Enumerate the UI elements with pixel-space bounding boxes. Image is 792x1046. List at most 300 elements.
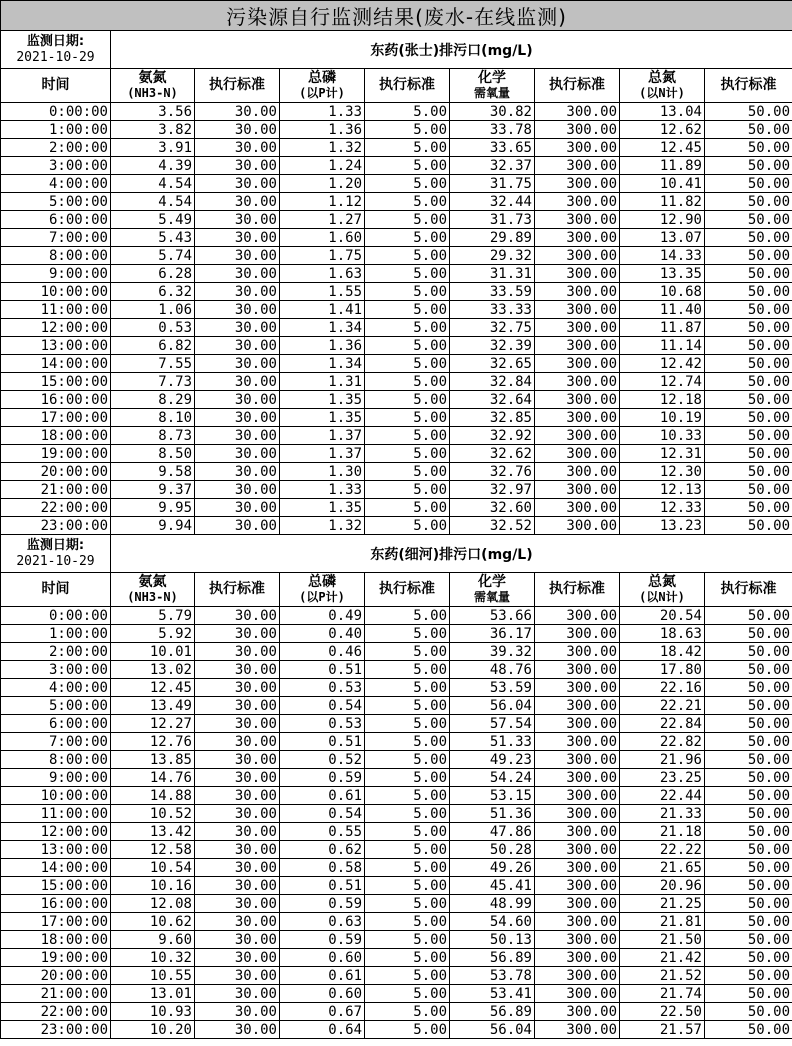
- value-cell: 10.41: [620, 175, 705, 193]
- value-cell: 50.00: [705, 805, 792, 823]
- time-cell: 9:00:00: [1, 265, 111, 283]
- value-cell: 5.00: [365, 355, 450, 373]
- value-cell: 51.36: [450, 805, 535, 823]
- value-cell: 12.45: [111, 679, 195, 697]
- value-cell: 300.00: [535, 103, 620, 121]
- value-cell: 1.36: [280, 121, 365, 139]
- column-header-line2: (NH3-N): [127, 589, 178, 604]
- value-cell: 50.00: [705, 391, 792, 409]
- value-cell: 1.27: [280, 211, 365, 229]
- value-cell: 11.14: [620, 337, 705, 355]
- value-cell: 30.00: [195, 931, 280, 949]
- table-row: [1, 247, 792, 265]
- value-cell: 300.00: [535, 733, 620, 751]
- value-cell: 5.43: [111, 229, 195, 247]
- value-cell: 30.00: [195, 499, 280, 517]
- value-cell: 30.00: [195, 733, 280, 751]
- time-cell: 15:00:00: [1, 877, 111, 895]
- value-cell: 0.55: [280, 823, 365, 841]
- value-cell: 3.82: [111, 121, 195, 139]
- column-header-line2: 需氧量: [473, 85, 510, 100]
- value-cell: 1.35: [280, 391, 365, 409]
- value-cell: 1.32: [280, 517, 365, 535]
- time-cell: 18:00:00: [1, 931, 111, 949]
- value-cell: 32.52: [450, 517, 535, 535]
- value-cell: 53.78: [450, 967, 535, 985]
- value-cell: 5.00: [365, 985, 450, 1003]
- column-header-line1: 执行标准: [209, 77, 265, 93]
- value-cell: 6.28: [111, 265, 195, 283]
- value-cell: 300.00: [535, 679, 620, 697]
- value-cell: 0.63: [280, 913, 365, 931]
- value-cell: 39.32: [450, 643, 535, 661]
- column-header-line1: 氨氮: [138, 69, 167, 86]
- column-header-line1: 时间: [41, 581, 70, 597]
- table-row: [1, 1003, 792, 1021]
- value-cell: 1.63: [280, 265, 365, 283]
- table-row: [1, 715, 792, 733]
- value-cell: 13.49: [111, 697, 195, 715]
- value-cell: 9.94: [111, 517, 195, 535]
- column-header-line1: 执行标准: [720, 581, 777, 597]
- value-cell: 32.85: [450, 409, 535, 427]
- time-cell: 12:00:00: [1, 319, 111, 337]
- value-cell: 18.42: [620, 643, 705, 661]
- value-cell: 5.00: [365, 967, 450, 985]
- value-cell: 22.50: [620, 1003, 705, 1021]
- time-cell: 16:00:00: [1, 391, 111, 409]
- value-cell: 50.00: [705, 157, 792, 175]
- value-cell: 13.35: [620, 265, 705, 283]
- value-cell: 32.44: [450, 193, 535, 211]
- value-cell: 50.00: [705, 301, 792, 319]
- value-cell: 1.33: [280, 481, 365, 499]
- value-cell: 21.18: [620, 823, 705, 841]
- value-cell: 32.64: [450, 391, 535, 409]
- value-cell: 48.99: [450, 895, 535, 913]
- value-cell: 300.00: [535, 967, 620, 985]
- value-cell: 30.00: [195, 985, 280, 1003]
- value-cell: 5.00: [365, 661, 450, 679]
- value-cell: 50.00: [705, 751, 792, 769]
- time-cell: 15:00:00: [1, 373, 111, 391]
- value-cell: 56.04: [450, 1021, 535, 1039]
- value-cell: 53.59: [450, 679, 535, 697]
- value-cell: 22.44: [620, 787, 705, 805]
- value-cell: 300.00: [535, 841, 620, 859]
- value-cell: 0.60: [280, 949, 365, 967]
- time-cell: 11:00:00: [1, 805, 111, 823]
- value-cell: 5.00: [365, 607, 450, 625]
- value-cell: 30.00: [195, 139, 280, 157]
- table-row: [1, 517, 792, 535]
- value-cell: 300.00: [535, 499, 620, 517]
- column-header: [705, 573, 792, 607]
- value-cell: 7.55: [111, 355, 195, 373]
- table-row: [1, 967, 792, 985]
- value-cell: 30.00: [195, 355, 280, 373]
- time-cell: 7:00:00: [1, 733, 111, 751]
- value-cell: 1.35: [280, 499, 365, 517]
- value-cell: 21.25: [620, 895, 705, 913]
- value-cell: 300.00: [535, 265, 620, 283]
- value-cell: 300.00: [535, 355, 620, 373]
- value-cell: 5.00: [365, 697, 450, 715]
- value-cell: 11.89: [620, 157, 705, 175]
- value-cell: 30.00: [195, 103, 280, 121]
- value-cell: 53.15: [450, 787, 535, 805]
- value-cell: 1.24: [280, 157, 365, 175]
- value-cell: 47.86: [450, 823, 535, 841]
- column-header: [535, 573, 620, 607]
- value-cell: 11.40: [620, 301, 705, 319]
- table-row: [1, 1021, 792, 1039]
- table-row: [1, 751, 792, 769]
- time-cell: 10:00:00: [1, 787, 111, 805]
- value-cell: 300.00: [535, 895, 620, 913]
- time-cell: 17:00:00: [1, 409, 111, 427]
- value-cell: 50.00: [705, 373, 792, 391]
- time-cell: 4:00:00: [1, 175, 111, 193]
- value-cell: 5.00: [365, 733, 450, 751]
- value-cell: 30.00: [195, 481, 280, 499]
- value-cell: 13.23: [620, 517, 705, 535]
- table-row: [1, 625, 792, 643]
- time-cell: 20:00:00: [1, 463, 111, 481]
- value-cell: 22.84: [620, 715, 705, 733]
- value-cell: 1.20: [280, 175, 365, 193]
- value-cell: 0.60: [280, 985, 365, 1003]
- value-cell: 50.00: [705, 733, 792, 751]
- column-header: [1, 69, 111, 103]
- value-cell: 50.00: [705, 643, 792, 661]
- value-cell: 50.00: [705, 103, 792, 121]
- value-cell: 9.95: [111, 499, 195, 517]
- value-cell: 300.00: [535, 805, 620, 823]
- value-cell: 1.37: [280, 445, 365, 463]
- column-header-line2: (以P计): [299, 85, 345, 100]
- monitoring-date-label: 监测日期:: [26, 33, 85, 49]
- value-cell: 50.00: [705, 319, 792, 337]
- value-cell: 50.00: [705, 625, 792, 643]
- value-cell: 11.87: [620, 319, 705, 337]
- column-header: [450, 69, 535, 103]
- value-cell: 30.00: [195, 193, 280, 211]
- value-cell: 50.00: [705, 769, 792, 787]
- table-row: [1, 373, 792, 391]
- value-cell: 5.00: [365, 805, 450, 823]
- value-cell: 50.00: [705, 337, 792, 355]
- value-cell: 53.66: [450, 607, 535, 625]
- value-cell: 300.00: [535, 769, 620, 787]
- value-cell: 1.35: [280, 409, 365, 427]
- value-cell: 50.00: [705, 949, 792, 967]
- time-cell: 16:00:00: [1, 895, 111, 913]
- value-cell: 300.00: [535, 211, 620, 229]
- value-cell: 5.00: [365, 175, 450, 193]
- table-row: [1, 931, 792, 949]
- table-row: [1, 913, 792, 931]
- value-cell: 5.00: [365, 679, 450, 697]
- value-cell: 0.62: [280, 841, 365, 859]
- value-cell: 9.58: [111, 463, 195, 481]
- table-row: [1, 337, 792, 355]
- value-cell: 51.33: [450, 733, 535, 751]
- value-cell: 0.58: [280, 859, 365, 877]
- time-cell: 2:00:00: [1, 139, 111, 157]
- value-cell: 22.21: [620, 697, 705, 715]
- value-cell: 300.00: [535, 121, 620, 139]
- value-cell: 5.00: [365, 1021, 450, 1039]
- value-cell: 22.82: [620, 733, 705, 751]
- value-cell: 4.54: [111, 175, 195, 193]
- value-cell: 300.00: [535, 517, 620, 535]
- value-cell: 32.62: [450, 445, 535, 463]
- value-cell: 300.00: [535, 625, 620, 643]
- value-cell: 12.30: [620, 463, 705, 481]
- table-row: [1, 949, 792, 967]
- column-header: [195, 573, 280, 607]
- value-cell: 300.00: [535, 859, 620, 877]
- time-cell: 21:00:00: [1, 481, 111, 499]
- value-cell: 32.92: [450, 427, 535, 445]
- table-row: [1, 265, 792, 283]
- column-header: [450, 573, 535, 607]
- table-row: [1, 895, 792, 913]
- time-cell: 0:00:00: [1, 607, 111, 625]
- table-row: [1, 733, 792, 751]
- value-cell: 17.80: [620, 661, 705, 679]
- value-cell: 30.00: [195, 463, 280, 481]
- table-row: [1, 301, 792, 319]
- value-cell: 30.00: [195, 517, 280, 535]
- value-cell: 12.76: [111, 733, 195, 751]
- value-cell: 30.00: [195, 1021, 280, 1039]
- value-cell: 32.84: [450, 373, 535, 391]
- value-cell: 0.53: [111, 319, 195, 337]
- value-cell: 300.00: [535, 1003, 620, 1021]
- column-header: [620, 69, 705, 103]
- value-cell: 5.00: [365, 499, 450, 517]
- value-cell: 0.61: [280, 787, 365, 805]
- value-cell: 5.00: [365, 445, 450, 463]
- table-row: [1, 697, 792, 715]
- value-cell: 32.60: [450, 499, 535, 517]
- value-cell: 21.96: [620, 751, 705, 769]
- value-cell: 12.45: [620, 139, 705, 157]
- value-cell: 5.00: [365, 103, 450, 121]
- value-cell: 0.52: [280, 751, 365, 769]
- value-cell: 54.60: [450, 913, 535, 931]
- table-row: [1, 211, 792, 229]
- value-cell: 5.00: [365, 319, 450, 337]
- value-cell: 50.00: [705, 859, 792, 877]
- value-cell: 30.00: [195, 301, 280, 319]
- value-cell: 6.32: [111, 283, 195, 301]
- value-cell: 50.00: [705, 697, 792, 715]
- value-cell: 5.00: [365, 229, 450, 247]
- value-cell: 0.59: [280, 895, 365, 913]
- column-header-line1: 执行标准: [549, 77, 605, 93]
- column-header-line1: 执行标准: [720, 77, 777, 93]
- time-cell: 10:00:00: [1, 283, 111, 301]
- value-cell: 50.00: [705, 139, 792, 157]
- time-cell: 3:00:00: [1, 157, 111, 175]
- value-cell: 300.00: [535, 877, 620, 895]
- value-cell: 0.51: [280, 877, 365, 895]
- value-cell: 21.57: [620, 1021, 705, 1039]
- column-header-line1: 执行标准: [209, 581, 265, 597]
- value-cell: 5.74: [111, 247, 195, 265]
- value-cell: 4.39: [111, 157, 195, 175]
- value-cell: 50.00: [705, 193, 792, 211]
- table-row: [1, 679, 792, 697]
- value-cell: 1.75: [280, 247, 365, 265]
- table-row: [1, 175, 792, 193]
- column-header-line2: (以P计): [299, 589, 345, 604]
- table-row: [1, 139, 792, 157]
- value-cell: 18.63: [620, 625, 705, 643]
- value-cell: 10.33: [620, 427, 705, 445]
- value-cell: 10.68: [620, 283, 705, 301]
- value-cell: 10.32: [111, 949, 195, 967]
- column-header-line2: (NH3-N): [127, 85, 178, 100]
- value-cell: 32.65: [450, 355, 535, 373]
- table-row: [1, 445, 792, 463]
- value-cell: 1.55: [280, 283, 365, 301]
- value-cell: 5.49: [111, 211, 195, 229]
- value-cell: 32.37: [450, 157, 535, 175]
- value-cell: 56.89: [450, 949, 535, 967]
- value-cell: 33.78: [450, 121, 535, 139]
- table-row: [1, 859, 792, 877]
- value-cell: 30.00: [195, 751, 280, 769]
- column-header: [1, 573, 111, 607]
- value-cell: 56.04: [450, 697, 535, 715]
- monitoring-date: [1, 535, 111, 573]
- value-cell: 5.00: [365, 859, 450, 877]
- value-cell: 8.10: [111, 409, 195, 427]
- table-row: [1, 121, 792, 139]
- value-cell: 10.93: [111, 1003, 195, 1021]
- column-header-line1: 化学: [478, 69, 506, 86]
- section-header-row: [1, 535, 792, 573]
- time-cell: 19:00:00: [1, 445, 111, 463]
- value-cell: 12.31: [620, 445, 705, 463]
- value-cell: 30.00: [195, 661, 280, 679]
- value-cell: 5.00: [365, 337, 450, 355]
- value-cell: 300.00: [535, 697, 620, 715]
- table-row: [1, 769, 792, 787]
- value-cell: 300.00: [535, 247, 620, 265]
- value-cell: 23.25: [620, 769, 705, 787]
- value-cell: 300.00: [535, 229, 620, 247]
- value-cell: 300.00: [535, 715, 620, 733]
- value-cell: 300.00: [535, 463, 620, 481]
- time-cell: 23:00:00: [1, 1021, 111, 1039]
- value-cell: 30.00: [195, 769, 280, 787]
- table-row: [1, 391, 792, 409]
- value-cell: 300.00: [535, 391, 620, 409]
- value-cell: 50.00: [705, 985, 792, 1003]
- time-cell: 0:00:00: [1, 103, 111, 121]
- column-header: [535, 69, 620, 103]
- value-cell: 12.74: [620, 373, 705, 391]
- value-cell: 21.50: [620, 931, 705, 949]
- value-cell: 14.76: [111, 769, 195, 787]
- value-cell: 5.00: [365, 751, 450, 769]
- value-cell: 1.12: [280, 193, 365, 211]
- time-cell: 1:00:00: [1, 625, 111, 643]
- time-cell: 18:00:00: [1, 427, 111, 445]
- value-cell: 30.00: [195, 787, 280, 805]
- value-cell: 13.42: [111, 823, 195, 841]
- value-cell: 5.00: [365, 283, 450, 301]
- value-cell: 4.54: [111, 193, 195, 211]
- value-cell: 30.00: [195, 211, 280, 229]
- value-cell: 20.96: [620, 877, 705, 895]
- value-cell: 300.00: [535, 409, 620, 427]
- table-row: [1, 463, 792, 481]
- value-cell: 5.00: [365, 787, 450, 805]
- table-row: [1, 409, 792, 427]
- value-cell: 5.00: [365, 409, 450, 427]
- value-cell: 10.16: [111, 877, 195, 895]
- table-row: [1, 787, 792, 805]
- value-cell: 300.00: [535, 643, 620, 661]
- value-cell: 5.00: [365, 931, 450, 949]
- value-cell: 13.01: [111, 985, 195, 1003]
- value-cell: 300.00: [535, 175, 620, 193]
- value-cell: 10.55: [111, 967, 195, 985]
- value-cell: 11.82: [620, 193, 705, 211]
- value-cell: 30.00: [195, 679, 280, 697]
- value-cell: 50.00: [705, 499, 792, 517]
- value-cell: 300.00: [535, 139, 620, 157]
- value-cell: 1.41: [280, 301, 365, 319]
- value-cell: 50.00: [705, 517, 792, 535]
- value-cell: 5.00: [365, 841, 450, 859]
- monitoring-date-value: 2021-10-29: [16, 553, 95, 569]
- value-cell: 1.31: [280, 373, 365, 391]
- outlet-name: 东药(细河)排污口(mg/L): [111, 535, 792, 573]
- value-cell: 0.40: [280, 625, 365, 643]
- column-header-line1: 氨氮: [138, 573, 167, 590]
- value-cell: 30.00: [195, 247, 280, 265]
- value-cell: 300.00: [535, 337, 620, 355]
- value-cell: 33.33: [450, 301, 535, 319]
- value-cell: 5.00: [365, 1003, 450, 1021]
- value-cell: 3.56: [111, 103, 195, 121]
- value-cell: 50.00: [705, 247, 792, 265]
- value-cell: 10.62: [111, 913, 195, 931]
- value-cell: 0.53: [280, 679, 365, 697]
- column-header-line1: 执行标准: [379, 581, 435, 597]
- value-cell: 300.00: [535, 1021, 620, 1039]
- value-cell: 300.00: [535, 157, 620, 175]
- value-cell: 30.00: [195, 805, 280, 823]
- value-cell: 8.73: [111, 427, 195, 445]
- value-cell: 1.34: [280, 319, 365, 337]
- value-cell: 50.00: [705, 679, 792, 697]
- value-cell: 0.59: [280, 769, 365, 787]
- table-body: [1, 1, 792, 1039]
- value-cell: 50.00: [705, 409, 792, 427]
- value-cell: 10.19: [620, 409, 705, 427]
- time-cell: 3:00:00: [1, 661, 111, 679]
- value-cell: 30.00: [195, 427, 280, 445]
- table-row: [1, 193, 792, 211]
